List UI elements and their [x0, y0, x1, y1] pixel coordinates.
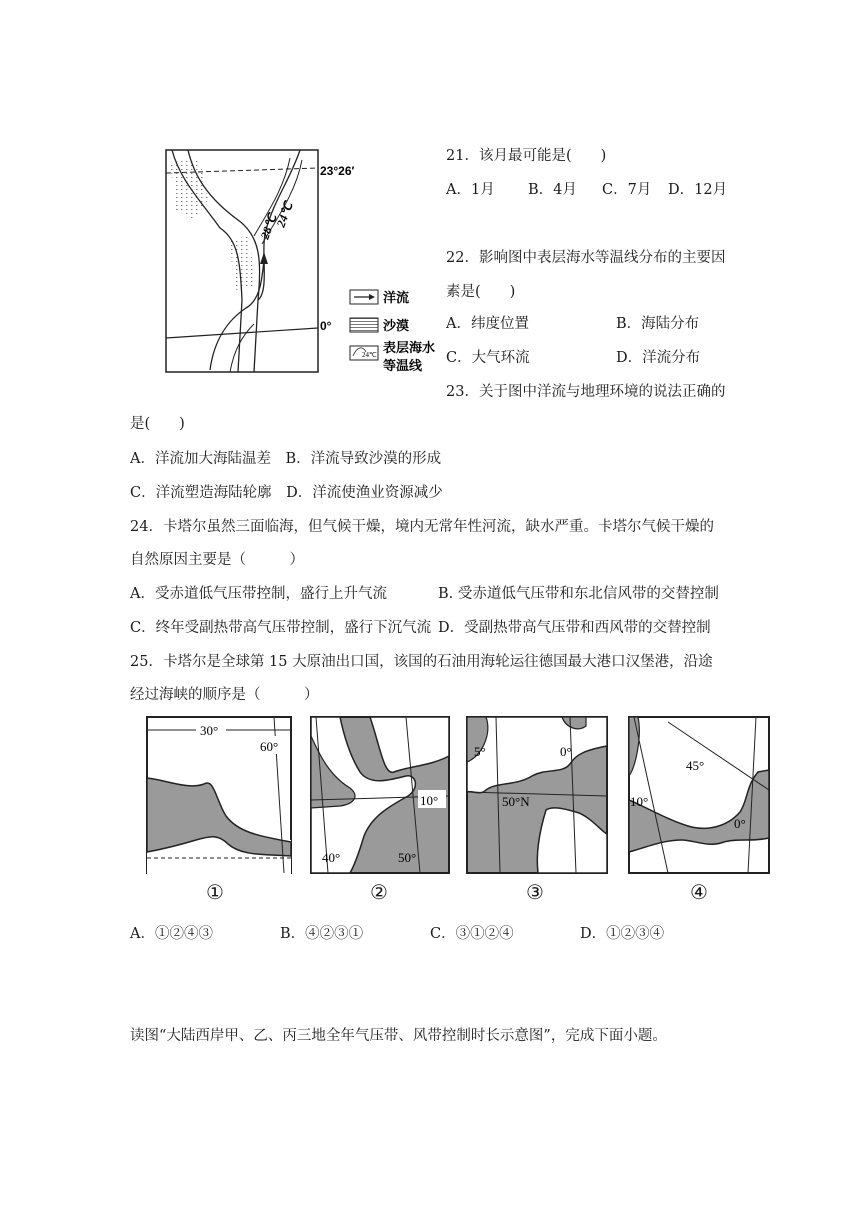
- map3-number: ③: [526, 880, 544, 904]
- map2-label-50: 50°: [398, 850, 417, 865]
- q25-option-d: D．①②③④: [580, 926, 665, 942]
- map3-label-0: 0°: [560, 744, 572, 759]
- q21-option-a: A．1月: [446, 182, 495, 198]
- map2-label-10: 10°: [420, 793, 439, 808]
- q25-stem-line1: 25．卡塔尔是全球第 15 大原油出口国，该国的石油用海轮运往德国最大港口汉堡港，沿途: [130, 654, 713, 670]
- map4-label-45: 45°: [686, 758, 705, 773]
- legend-isotherm-symbol: 24℃: [362, 351, 377, 359]
- q24-stem-line1: 24．卡塔尔虽然三面临海，但气候干燥，境内无常年性河流，缺水严重。卡塔尔气候干燥的: [130, 519, 714, 535]
- latitude-label-tropic: 23°26′: [320, 164, 355, 178]
- q22-option-c: C．大气环流: [446, 350, 530, 366]
- legend-current: 洋流: [383, 290, 410, 305]
- desert-swatch-icon: [350, 318, 378, 332]
- map2-number: ②: [370, 880, 388, 904]
- q24-option-a: A．受赤道低气压带控制，盛行上升气流: [130, 586, 387, 602]
- q25-stem-line2: 经过海峡的顺序是（ ）: [130, 687, 319, 703]
- q21-option-c: C．7月: [602, 182, 652, 198]
- ocean-current-map: [150, 140, 450, 380]
- isotherm-label-28: 28℃: [257, 212, 280, 242]
- next-section-intro: 读图“大陆西岸甲、乙、丙三地全年气压带、风带控制时长示意图”，完成下面小题。: [130, 1028, 667, 1044]
- q24-option-b: B. 受赤道低气压带和东北信风带的交替控制: [438, 586, 719, 602]
- map1-number: ①: [206, 880, 224, 904]
- legend-isotherm-line2: 等温线: [383, 358, 423, 373]
- q22-stem-line2: 素是( ): [446, 284, 516, 300]
- q22-option-b: B．海陆分布: [616, 316, 700, 332]
- legend-desert: 沙漠: [383, 318, 410, 333]
- q22-stem-line1: 22．影响图中表层海水等温线分布的主要因: [446, 250, 726, 266]
- q24-stem-line2: 自然原因主要是（ ）: [130, 552, 304, 568]
- map3-label-50n: 50°N: [502, 794, 530, 809]
- isotherm-label-24: 24℃: [273, 200, 296, 230]
- q21-option-b: B．4月: [528, 182, 577, 198]
- q23-options-line2: C．洋流塑造海陆轮廓 D．洋流使渔业资源减少: [130, 485, 443, 501]
- q24-option-c: C．终年受副热带高气压带控制，盛行下沉气流: [130, 620, 432, 636]
- strait-map-4: [628, 716, 770, 874]
- q22-option-d: D．洋流分布: [616, 350, 701, 366]
- q25-option-c: C．③①②④: [430, 926, 514, 942]
- q24-option-d: D．受副热带高气压带和西风带的交替控制: [438, 620, 711, 636]
- q22-option-a: A．纬度位置: [446, 316, 529, 332]
- map3-label-5: 5°: [474, 744, 486, 759]
- map1-label-60: 60°: [260, 739, 279, 754]
- strait-map-1: [146, 716, 292, 874]
- strait-map-3: [466, 716, 608, 874]
- q21-option-d: D．12月: [668, 182, 728, 198]
- q25-option-b: B．④②③①: [280, 926, 364, 942]
- map2-label-40: 40°: [322, 850, 341, 865]
- strait-map-2: [310, 716, 450, 874]
- map4-label-10: 10°: [630, 794, 649, 809]
- legend-isotherm-line1: 表层海水: [383, 340, 436, 355]
- q23-stem-line1: 23．关于图中洋流与地理环境的说法正确的: [446, 384, 726, 400]
- map1-label-30: 30°: [200, 723, 219, 738]
- q23-stem-line2: 是( ): [130, 416, 185, 432]
- q21-stem: 21．该月最可能是( ): [446, 148, 607, 164]
- latitude-label-equator: 0°: [320, 319, 332, 333]
- map4-number: ④: [690, 880, 708, 904]
- q23-options-line1: A．洋流加大海陆温差 B．洋流导致沙漠的形成: [130, 451, 442, 467]
- q25-option-a: A．①②④③: [130, 926, 213, 942]
- map4-label-0: 0°: [734, 816, 746, 831]
